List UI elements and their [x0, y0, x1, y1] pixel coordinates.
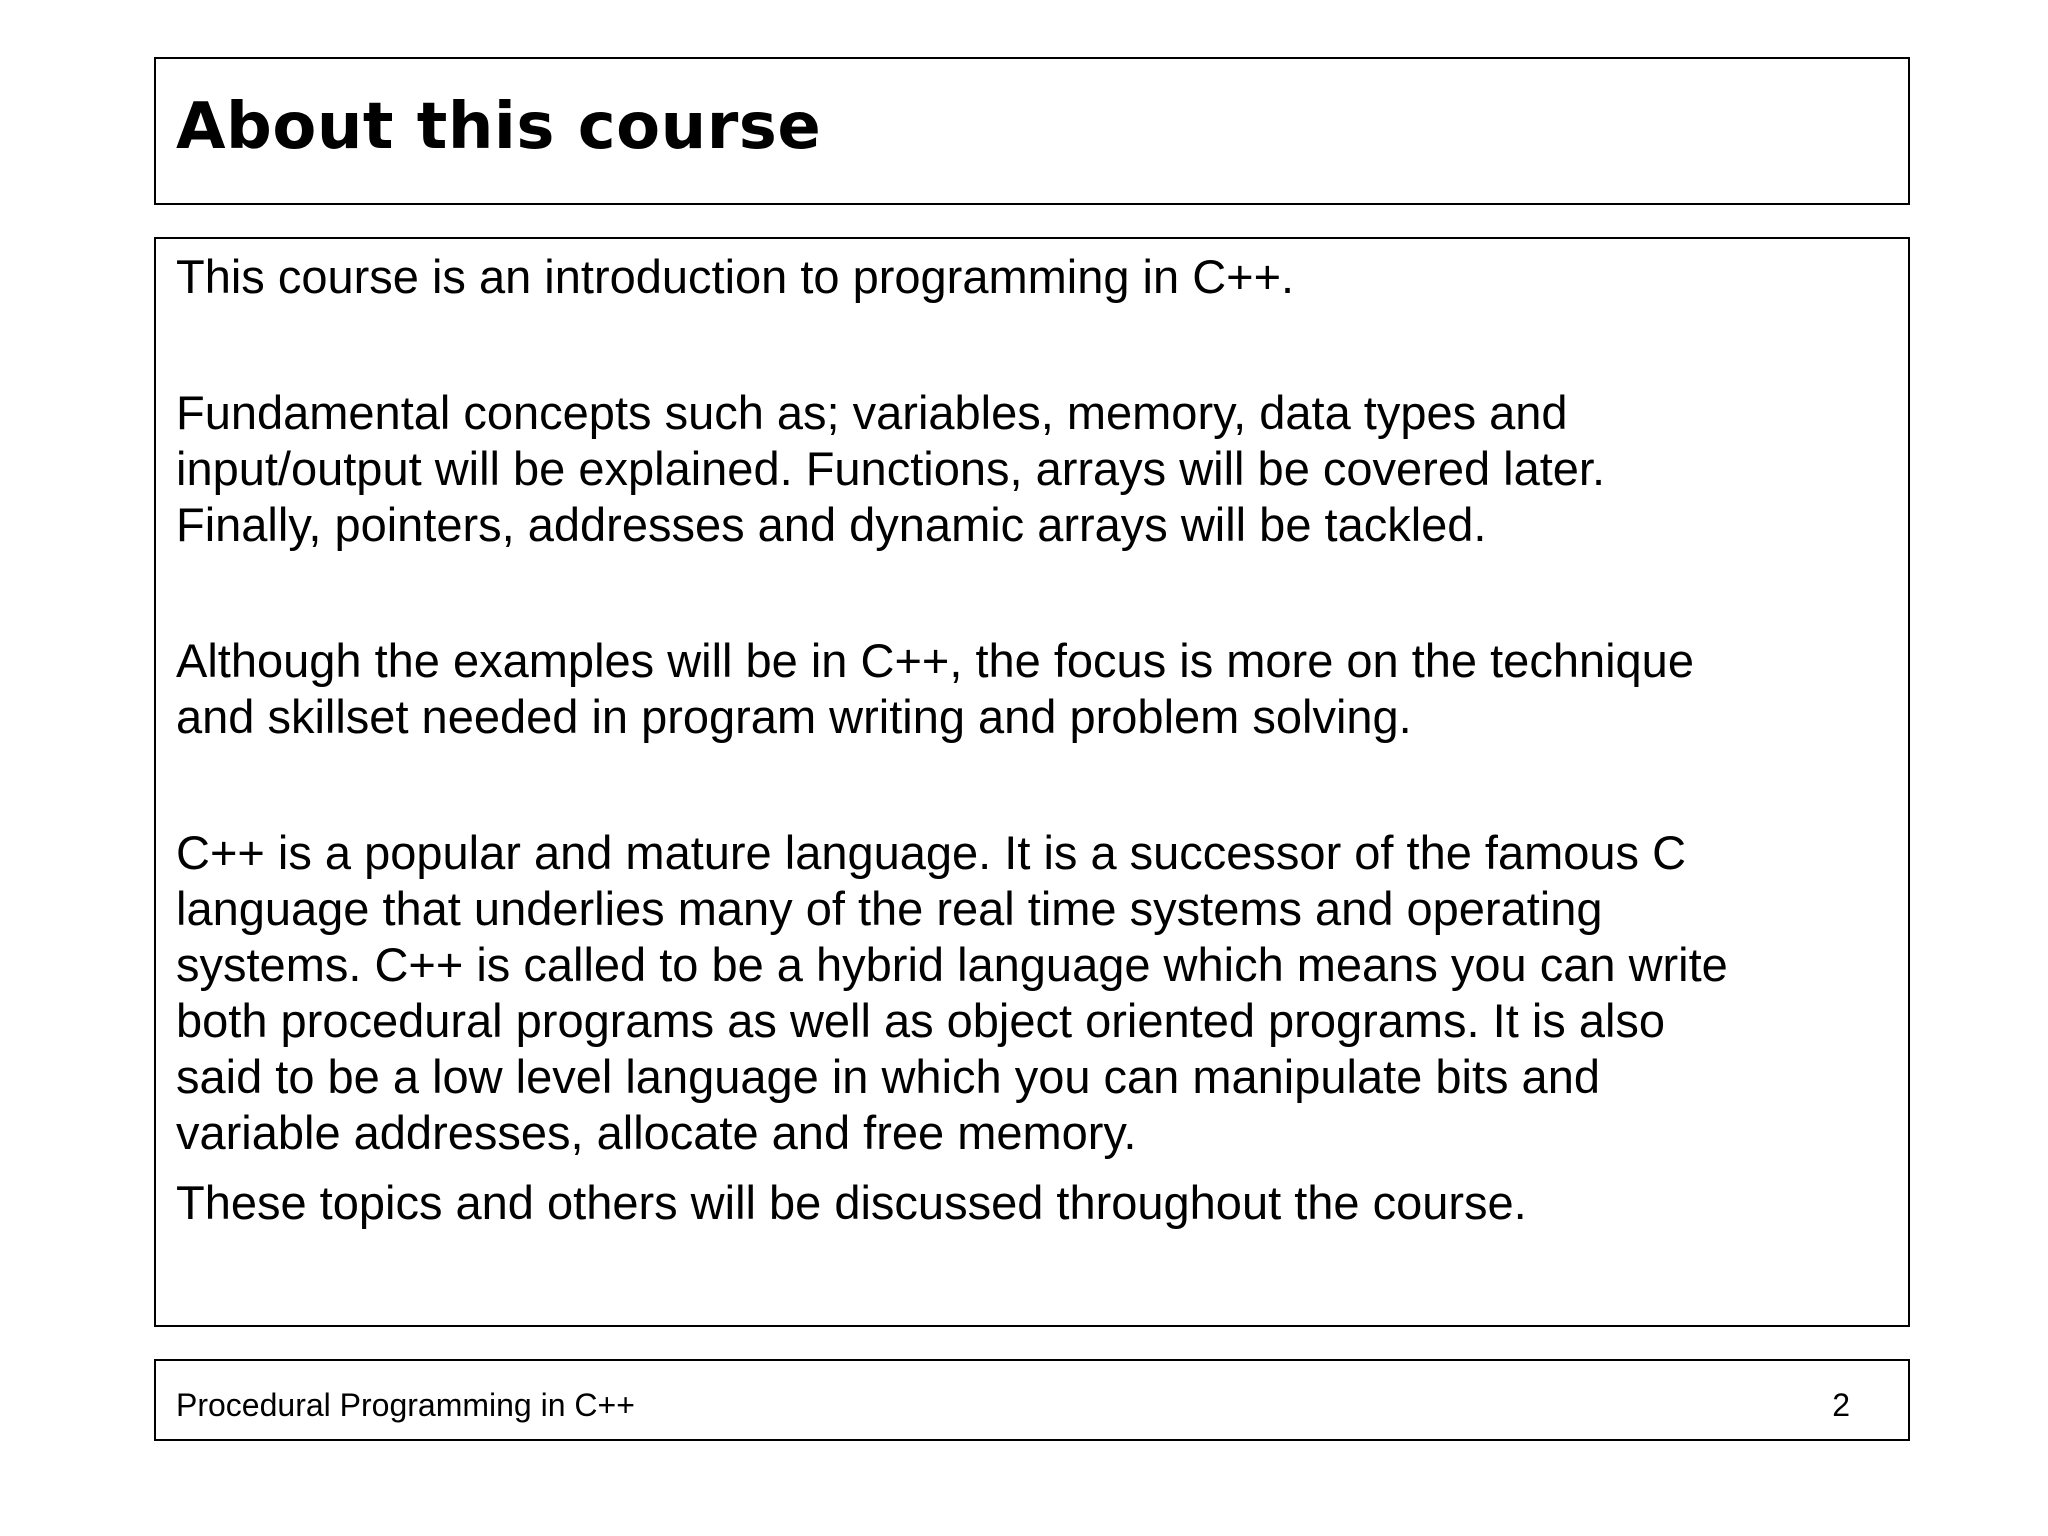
text-line: said to be a low level language in which you can manipulate bits and	[176, 1050, 1600, 1103]
paragraph-topics	[176, 1175, 1888, 1231]
footer-box	[154, 1359, 1910, 1441]
content-box	[154, 237, 1910, 1327]
text-line: C++ is a popular and mature language. It is a successor of the famous C	[176, 826, 1687, 879]
text-line: both procedural programs as well as object oriented programs. It is also	[176, 994, 1666, 1047]
text-line: language that underlies many of the real time systems and operating	[176, 882, 1603, 935]
paragraph-focus	[176, 633, 1888, 745]
text-line: Finally, pointers, addresses and dynamic arrays will be tackled.	[176, 498, 1487, 551]
text-line: input/output will be explained. Functions, arrays will be covered later.	[176, 442, 1606, 495]
text-line: and skillset needed in program writing and problem solving.	[176, 690, 1412, 743]
paragraph-language	[176, 825, 1888, 1161]
paragraph-intro	[176, 249, 1888, 305]
paragraph-fundamentals	[176, 385, 1888, 553]
title-box	[154, 57, 1910, 205]
text-line: Fundamental concepts such as; variables, memory, data types and	[176, 386, 1568, 439]
slide-body	[176, 249, 1888, 1231]
page-number: 2	[1832, 1387, 1850, 1423]
text-line: Although the examples will be in C++, the focus is more on the technique	[176, 634, 1694, 687]
footer-course-name: Procedural Programming in C++	[176, 1387, 635, 1423]
slide-title: About this course	[176, 90, 822, 164]
text-line: These topics and others will be discussed throughout the course.	[176, 1176, 1527, 1229]
text-line: systems. C++ is called to be a hybrid language which means you can write	[176, 938, 1728, 991]
text-line: This course is an introduction to programming in C++.	[176, 250, 1295, 303]
text-line: variable addresses, allocate and free memory.	[176, 1106, 1137, 1159]
